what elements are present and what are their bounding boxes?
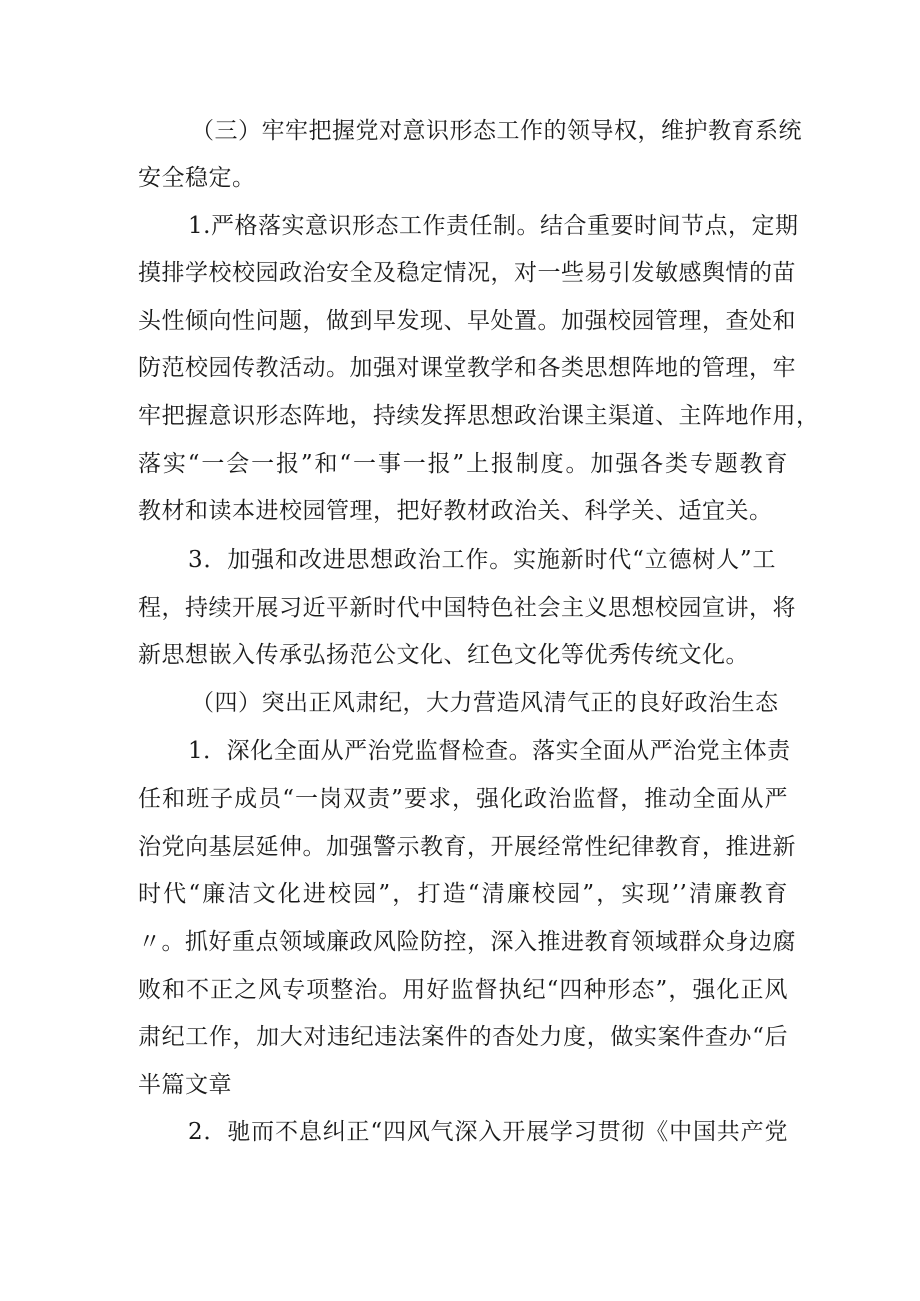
- item-heading-2: 2．驰而不息纠正“四风气深入开展学习贯彻《中国共产党: [188, 1119, 788, 1145]
- paragraph-line: 头性倾向性问题，做到早发现、早处置。加强校园管理，查处和: [138, 308, 796, 334]
- section-heading-3: （三）牢牢把握党对意识形态工作的领导权，维护教育系统: [191, 118, 802, 144]
- paragraph-line: 时代“廉洁文化进校园”，打造“清廉校园”，实现’’清廉教育: [138, 881, 788, 907]
- paragraph-line: 牢把握意识形态阵地，持续发挥思想政治课主渠道、主阵地作用，: [138, 403, 820, 429]
- item-heading-3: 3．加强和改进思想政治工作。实施新时代“立德树人”工: [188, 547, 776, 573]
- paragraph-line: 治党向基层延伸。加强警示教育，开展经常性纪律教育，推进新: [138, 834, 796, 860]
- paragraph-line: 〃。抓好重点领域廉政风险防控，深入推进教育领域群众身边腐: [138, 929, 796, 955]
- paragraph-line: 半篇文章: [138, 1072, 232, 1098]
- paragraph-line: 落实“一会一报”和“一事一报”上报制度。加强各类专题教育: [138, 451, 788, 477]
- paragraph-line: 新思想嵌入传承弘扬范公文化、红色文化等优秀传统文化。: [138, 642, 749, 668]
- paragraph-line: 摸排学校校园政治安全及稳定情况，对一些易引发敏感舆情的苗: [138, 260, 796, 286]
- paragraph-line: 教材和读本进校园管理，把好教材政治关、科学关、适宜关。: [138, 498, 773, 524]
- paragraph-line: 败和不正之风专项整治。用好监督执纪“四种形态”，强化正风: [138, 977, 788, 1003]
- paragraph-line: 程，持续开展习近平新时代中国特色社会主义思想校园宣讲，将: [138, 595, 796, 621]
- paragraph-line: 任和班子成员“一岗双责”要求，强化政治监督，推动全面从严: [138, 786, 788, 812]
- item-heading-1: 1.严格落实意识形态工作责任制。结合重要时间节点，定期: [188, 213, 799, 239]
- paragraph-line: 防范校园传教活动。加强对课堂教学和各类思想阵地的管理，牢: [138, 355, 796, 381]
- paragraph-line: 安全稳定。: [138, 165, 256, 191]
- section-heading-4: （四）突出正风肃纪，大力营造风清气正的良好政治生态: [191, 690, 779, 716]
- item-heading-1b: 1．深化全面从严治党监督检查。落实全面从严治党主体责: [188, 738, 791, 764]
- paragraph-line: 肃纪工作，加大对违纪违法案件的杳处力度，做实案件查办“后: [138, 1024, 788, 1050]
